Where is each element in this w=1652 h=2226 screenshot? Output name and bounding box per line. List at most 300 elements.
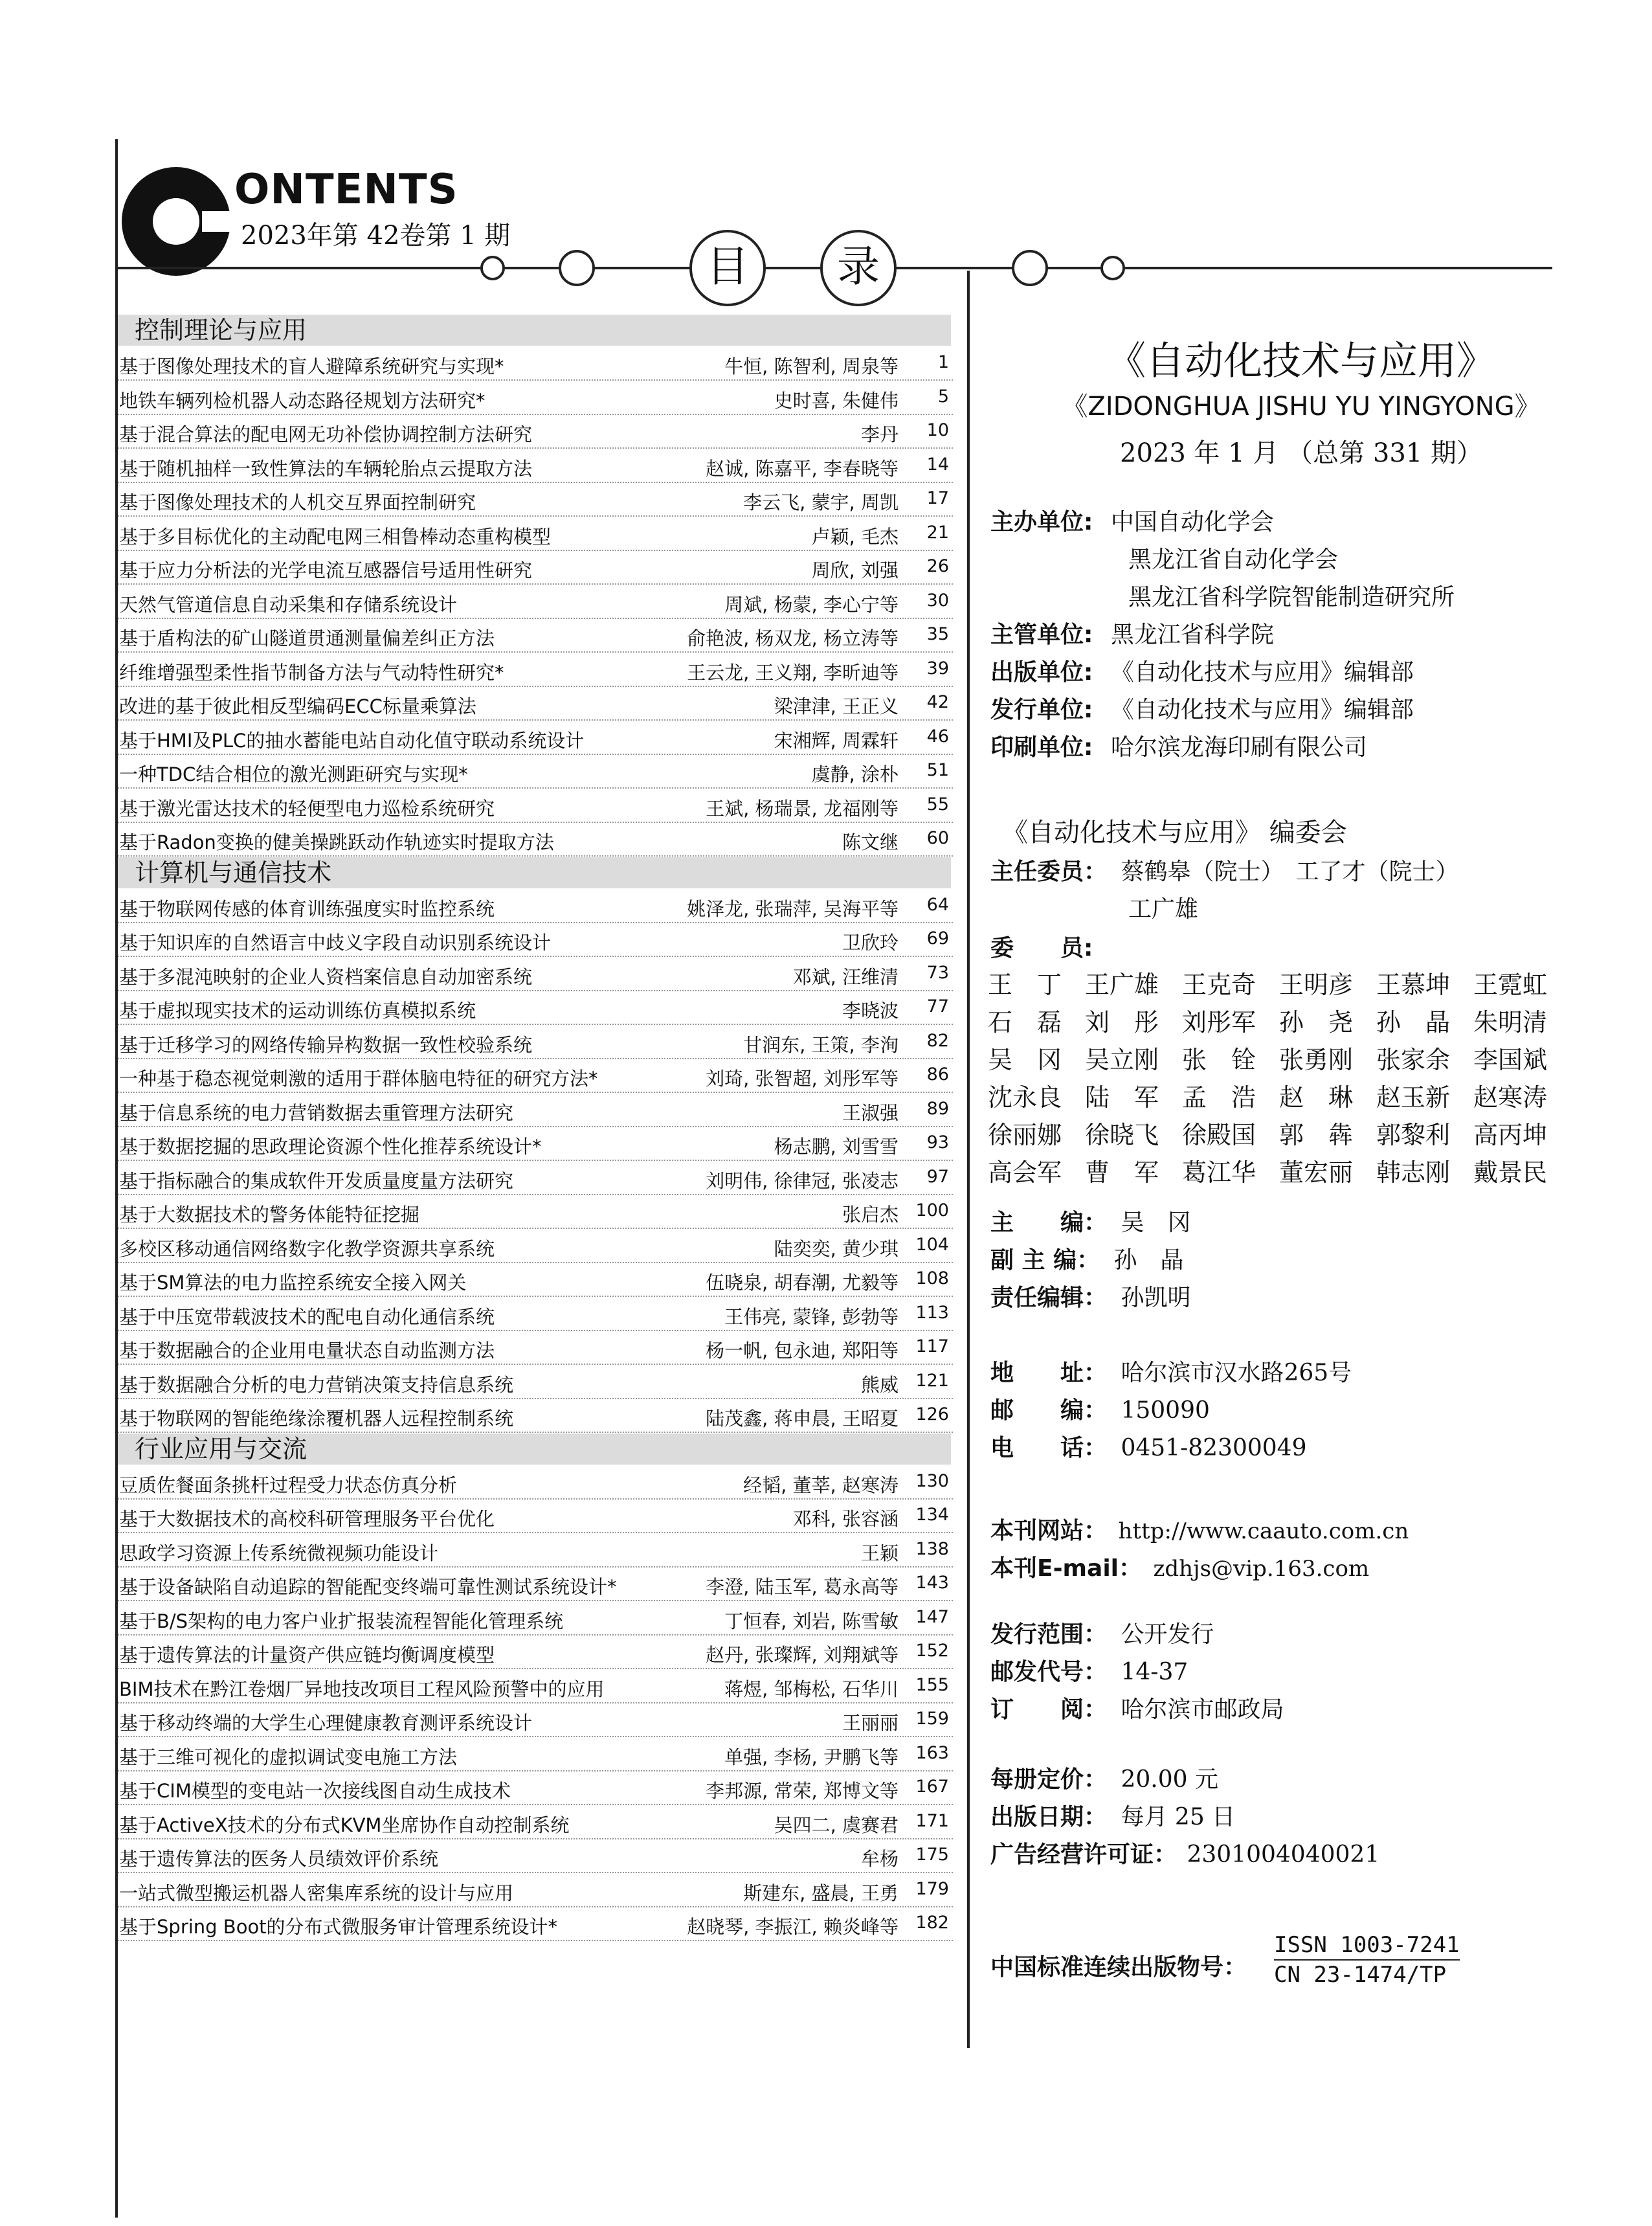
contents-logo-c-inner xyxy=(153,198,199,245)
distribution-scope xyxy=(990,1616,1214,1649)
article-page: 138 xyxy=(915,1538,949,1559)
row-separator xyxy=(118,1940,953,1941)
editor-label: 主 编： xyxy=(990,1209,1108,1236)
article-title: 基于多目标优化的主动配电网三相鲁棒动态重构模型 xyxy=(119,525,552,548)
article-title: 基于ActiveX技术的分布式KVM坐席协作自动控制系统 xyxy=(119,1814,570,1836)
publisher-value: 《自动化技术与应用》编辑部 xyxy=(1110,697,1414,723)
members-label: 委 员: xyxy=(990,935,1093,961)
article-authors: 赵丹, 张璨辉, 刘翔斌等 xyxy=(706,1644,899,1666)
article-title: 天然气管道信息自动采集和存储系统设计 xyxy=(119,593,458,616)
toc-entry[interactable] xyxy=(118,1127,953,1161)
committee-member: 韩志刚 xyxy=(1376,1158,1451,1187)
distribution-value: 公开发行 xyxy=(1121,1621,1214,1648)
publisher-sponsor xyxy=(990,504,1274,537)
article-title: 基于物联网的智能绝缘涂覆机器人远程控制系统 xyxy=(119,1408,514,1430)
toc-entry[interactable] xyxy=(118,1738,953,1771)
article-authors: 赵晓琴, 李振江, 赖炎峰等 xyxy=(687,1916,899,1938)
publisher-value: 黑龙江省科学院 xyxy=(1110,622,1274,648)
article-page: 46 xyxy=(926,726,949,747)
toc-entry[interactable] xyxy=(118,619,953,653)
article-title: 基于B/S架构的电力客户业扩报装流程智能化管理系统 xyxy=(119,1610,564,1632)
ornament-circle xyxy=(1012,250,1048,286)
section-title: 控制理论与应用 xyxy=(135,316,307,344)
toc-entry[interactable] xyxy=(118,958,953,991)
committee-member: 徐晓飞 xyxy=(1085,1121,1159,1149)
publisher-label: 主管单位: xyxy=(990,622,1093,648)
article-authors: 斯建东, 盛晨, 王勇 xyxy=(743,1882,899,1904)
committee-member: 沈永良 xyxy=(988,1083,1062,1112)
toc-entry[interactable] xyxy=(118,1195,953,1229)
article-title: 一种基于稳态视觉刺激的适用于群体脑电特征的研究方法* xyxy=(119,1068,598,1090)
article-authors: 杨志鹏, 刘雪雪 xyxy=(774,1136,899,1158)
editor-label: 副 主 编： xyxy=(990,1247,1100,1274)
pricing-label: 每册定价： xyxy=(990,1766,1108,1793)
article-page: 117 xyxy=(915,1336,949,1356)
article-title: 基于指标融合的集成软件开发质量度量方法研究 xyxy=(119,1169,514,1192)
journal-title: 《自动化技术与应用》 xyxy=(1107,339,1495,384)
committee-member: 徐殿国 xyxy=(1182,1121,1256,1149)
publisher-value: 哈尔滨龙海印刷有限公司 xyxy=(1110,734,1367,761)
journal-issue-date: 2023 年 1 月 （总第 331 期） xyxy=(1120,438,1482,468)
article-page: 77 xyxy=(926,996,949,1017)
toc-entry[interactable] xyxy=(118,1839,953,1873)
committee-directors xyxy=(990,853,1458,886)
issue-line: 2023年第 42卷第 1 期 xyxy=(241,221,511,251)
article-page: 134 xyxy=(915,1505,949,1525)
distribution-label: 发行范围： xyxy=(990,1621,1108,1648)
toc-entry[interactable] xyxy=(118,517,953,551)
article-title: 基于知识库的自然语言中歧义字段自动识别系统设计 xyxy=(119,932,552,954)
article-authors: 牟杨 xyxy=(860,1848,899,1870)
publisher-distributor xyxy=(990,691,1414,725)
toc-entry[interactable] xyxy=(118,1874,953,1907)
toc-entry[interactable] xyxy=(118,347,953,381)
toc-entry[interactable] xyxy=(118,721,953,755)
contents-logo-c-gap xyxy=(202,211,234,232)
article-authors: 姚泽龙, 张瑞萍, 吴海平等 xyxy=(687,897,899,920)
ornament-circle xyxy=(480,256,505,280)
article-title: 基于迁移学习的网络传输异构数据一致性校验系统 xyxy=(119,1033,533,1056)
article-title: 基于CIM模型的变电站一次接线图自动生成技术 xyxy=(119,1780,511,1802)
directors-names: 蔡鹤皋（院士） 工了才（院士） xyxy=(1121,859,1459,885)
toc-entry[interactable] xyxy=(118,1500,953,1533)
article-authors: 陆茂鑫, 蒋申晨, 王昭夏 xyxy=(706,1408,899,1430)
pricing-value: 20.00 元 xyxy=(1121,1766,1218,1793)
article-page: 175 xyxy=(915,1845,949,1865)
directors-label: 主任委员： xyxy=(990,859,1108,885)
article-title: 基于大数据技术的警务体能特征挖掘 xyxy=(119,1204,420,1226)
article-authors: 单强, 李杨, 尹鹏飞等 xyxy=(724,1746,899,1768)
contents-heading: ONTENTS xyxy=(234,166,458,214)
committee-member: 张家余 xyxy=(1376,1046,1451,1074)
toc-entry[interactable] xyxy=(118,1703,953,1737)
article-title: 一站式微型搬运机器人密集库系统的设计与应用 xyxy=(119,1882,514,1904)
contact-value: 150090 xyxy=(1121,1397,1210,1424)
serial-label-text: 中国标准连续出版物号： xyxy=(990,1954,1247,1981)
article-authors: 李云飞, 蒙宇, 周凯 xyxy=(743,491,899,513)
committee-directors-2 xyxy=(1128,891,1198,924)
article-authors: 卢颖, 毛杰 xyxy=(811,525,899,548)
distribution-label: 邮发代号： xyxy=(990,1659,1108,1685)
toc-entry[interactable] xyxy=(118,1907,953,1941)
web-site xyxy=(990,1512,1409,1546)
serial-label xyxy=(990,1949,1247,1982)
web-url[interactable]: http://www.caauto.com.cn xyxy=(1118,1518,1409,1544)
committee-member: 刘 彤 xyxy=(1085,1008,1159,1037)
article-title: 基于盾构法的矿山隧道贯通测量偏差纠正方法 xyxy=(119,627,495,649)
toc-entry[interactable] xyxy=(118,1059,953,1093)
article-page: 108 xyxy=(915,1268,949,1288)
article-title: 纤维增强型柔性指节制备方法与气动特性研究* xyxy=(119,661,504,684)
article-page: 69 xyxy=(926,928,949,949)
article-authors: 甘润东, 王策, 李洵 xyxy=(743,1033,899,1056)
mu-circle-char: 目 xyxy=(689,230,766,306)
section-title: 计算机与通信技术 xyxy=(135,858,332,887)
article-page: 130 xyxy=(915,1470,949,1491)
article-title: 基于SM算法的电力监控系统安全接入网关 xyxy=(119,1272,467,1294)
toc-entry[interactable] xyxy=(118,381,953,415)
publisher-publisher xyxy=(990,654,1414,687)
toc-entry[interactable] xyxy=(118,991,953,1025)
article-authors: 邓科, 张容涵 xyxy=(792,1508,899,1530)
publisher-label: 印刷单位: xyxy=(990,734,1093,761)
article-title: 基于应力分析法的光学电流互感器信号适用性研究 xyxy=(119,559,533,581)
committee-member: 赵玉新 xyxy=(1376,1083,1451,1112)
article-title: 基于数据挖掘的思政理论资源个性化推荐系统设计* xyxy=(119,1136,542,1158)
article-authors: 赵诚, 陈嘉平, 李春晓等 xyxy=(706,457,899,480)
article-title: 基于Spring Boot的分布式微服务审计管理系统设计* xyxy=(119,1916,558,1938)
distribution-value: 14-37 xyxy=(1121,1659,1189,1685)
article-page: 104 xyxy=(915,1234,949,1255)
committee-member: 吴 冈 xyxy=(988,1046,1062,1074)
article-authors: 刘琦, 张智超, 刘彤军等 xyxy=(706,1068,899,1090)
article-title: 基于随机抽样一致性算法的车辆轮胎点云提取方法 xyxy=(119,457,533,480)
toc-entry[interactable] xyxy=(118,823,953,857)
committee-member: 高会军 xyxy=(988,1158,1062,1187)
article-page: 82 xyxy=(926,1030,949,1051)
article-page: 89 xyxy=(926,1098,949,1119)
article-title: 改进的基于彼此相反型编码ECC标量乘算法 xyxy=(119,695,476,717)
article-authors: 史时喜, 朱健伟 xyxy=(774,389,899,412)
publisher-value: 黑龙江省科学院智能制造研究所 xyxy=(1128,584,1455,611)
toc-entry[interactable] xyxy=(118,1230,953,1263)
article-page: 163 xyxy=(915,1742,949,1763)
ornament-circle xyxy=(559,250,595,286)
publisher-value: 黑龙江省自动化学会 xyxy=(1128,546,1339,573)
committee-member: 孟 浩 xyxy=(1182,1083,1256,1112)
article-authors: 张启杰 xyxy=(842,1204,899,1226)
article-authors: 宋湘辉, 周霖轩 xyxy=(774,729,899,752)
editor-label: 责任编辑： xyxy=(990,1285,1108,1311)
article-title: 基于数据融合的企业用电量状态自动监测方法 xyxy=(119,1340,495,1362)
toc-entry[interactable] xyxy=(118,1534,953,1568)
article-title: 基于设备缺陷自动追踪的智能配变终端可靠性测试系统设计* xyxy=(119,1576,617,1598)
article-page: 42 xyxy=(926,692,949,712)
toc-entry[interactable] xyxy=(118,653,953,687)
article-authors: 虞静, 涂朴 xyxy=(811,763,899,785)
committee-title: 《自动化技术与应用》 编委会 xyxy=(1002,818,1347,848)
publisher-value: 《自动化技术与应用》编辑部 xyxy=(1110,659,1414,686)
toc-entry[interactable] xyxy=(118,1602,953,1636)
web-label: 本刊E-mail： xyxy=(990,1555,1143,1582)
toc-entry[interactable] xyxy=(118,1771,953,1805)
article-title: 基于物联网传感的体育训练强度实时监控系统 xyxy=(119,897,495,920)
committee-member: 赵寒涛 xyxy=(1473,1083,1548,1112)
toc-entry[interactable] xyxy=(118,585,953,619)
toc-entry[interactable] xyxy=(118,415,953,449)
article-page: 64 xyxy=(926,894,949,915)
committee-member: 曹 军 xyxy=(1085,1158,1159,1187)
article-page: 5 xyxy=(937,386,949,407)
web-email xyxy=(990,1550,1369,1583)
pricing-label: 出版日期： xyxy=(990,1804,1108,1830)
ad-license xyxy=(990,1836,1379,1869)
pricing-label: 广告经营许可证： xyxy=(990,1841,1178,1868)
article-title: 基于三维可视化的虚拟调试变电施工方法 xyxy=(119,1746,458,1768)
distribution-value: 哈尔滨市邮政局 xyxy=(1121,1696,1284,1723)
article-title: 多校区移动通信网络数字化教学资源共享系统 xyxy=(119,1237,495,1260)
article-page: 167 xyxy=(915,1777,949,1797)
article-title: 基于移动终端的大学生心理健康教育测评系统设计 xyxy=(119,1712,533,1734)
article-page: 182 xyxy=(915,1913,949,1933)
article-page: 73 xyxy=(926,962,949,983)
article-title: BIM技术在黔江卷烟厂异地技改项目工程风险预警中的应用 xyxy=(119,1678,605,1700)
article-authors: 杨一帆, 包永迪, 郑阳等 xyxy=(706,1340,899,1362)
article-page: 155 xyxy=(915,1674,949,1695)
publisher-label: 出版单位: xyxy=(990,659,1093,686)
editor-value: 吴 冈 xyxy=(1121,1209,1191,1236)
issn-number: ISSN 1003-7241 xyxy=(1274,1932,1460,1961)
article-authors: 王云龙, 王义翔, 李昕迪等 xyxy=(687,661,899,684)
committee-member: 王广雄 xyxy=(1085,971,1159,999)
toc-entry[interactable] xyxy=(118,1399,953,1433)
committee-member: 李国斌 xyxy=(1473,1046,1548,1074)
article-authors: 李邦源, 常荣, 郑博文等 xyxy=(706,1780,899,1802)
article-title: 豆质佐餐面条挑杆过程受力状态仿真分析 xyxy=(119,1474,458,1496)
article-authors: 经韬, 董莘, 赵寒涛 xyxy=(743,1474,899,1496)
article-title: 基于HMI及PLC的抽水蓄能电站自动化值守联动系统设计 xyxy=(119,729,585,752)
toc-entry[interactable] xyxy=(118,687,953,721)
toc-entry[interactable] xyxy=(118,789,953,823)
article-page: 113 xyxy=(915,1302,949,1323)
editor-chief xyxy=(990,1204,1190,1237)
contact-address xyxy=(990,1355,1352,1388)
article-title: 基于激光雷达技术的轻便型电力巡检系统研究 xyxy=(119,797,495,820)
article-title: 基于数据融合分析的电力营销决策支持信息系统 xyxy=(119,1373,514,1396)
committee-member: 张勇刚 xyxy=(1279,1046,1354,1074)
article-title: 思政学习资源上传系统微视频功能设计 xyxy=(119,1542,439,1564)
article-title: 基于大数据技术的高校科研管理服务平台优化 xyxy=(119,1508,495,1530)
article-title: 基于图像处理技术的人机交互界面控制研究 xyxy=(119,491,476,513)
publisher-value: 中国自动化学会 xyxy=(1110,509,1274,535)
committee-member: 孙 晶 xyxy=(1376,1008,1451,1037)
article-authors: 刘明伟, 徐律冠, 张凌志 xyxy=(706,1169,899,1192)
toc-entry[interactable] xyxy=(118,449,953,483)
publisher-supervisor xyxy=(990,616,1274,649)
committee-member: 刘彤军 xyxy=(1182,1008,1256,1037)
article-authors: 周欣, 刘强 xyxy=(811,559,899,581)
article-page: 60 xyxy=(926,828,949,848)
toc-entry[interactable] xyxy=(118,1162,953,1195)
contact-postcode xyxy=(990,1392,1210,1425)
article-authors: 伍晓泉, 胡春潮, 尤毅等 xyxy=(706,1272,899,1294)
toc-entry[interactable] xyxy=(118,1568,953,1601)
article-page: 179 xyxy=(915,1878,949,1899)
article-authors: 牛恒, 陈智利, 周泉等 xyxy=(724,355,899,377)
section-title: 行业应用与交流 xyxy=(135,1434,307,1463)
editor-value: 孙凯明 xyxy=(1121,1285,1191,1311)
distribution-label: 订 阅： xyxy=(990,1696,1108,1723)
article-page: 1 xyxy=(937,352,949,372)
committee-member: 王 丁 xyxy=(988,971,1062,999)
article-authors: 卫欣玲 xyxy=(842,932,899,954)
article-title: 基于遗传算法的医务人员绩效评价系统 xyxy=(119,1848,439,1870)
column-divider xyxy=(967,271,970,2048)
article-page: 100 xyxy=(915,1200,949,1220)
article-title: 基于中压宽带载波技术的配电自动化通信系统 xyxy=(119,1305,495,1328)
toc-entry[interactable] xyxy=(118,1806,953,1839)
cn-number: CN 23-1474/TP xyxy=(1274,1962,1447,1988)
toc-entry[interactable] xyxy=(118,923,953,957)
article-title: 基于遗传算法的计量资产供应链均衡调度模型 xyxy=(119,1644,495,1666)
article-page: 26 xyxy=(926,556,949,576)
article-page: 147 xyxy=(915,1606,949,1627)
distribution-subscribe xyxy=(990,1691,1284,1724)
committee-member: 陆 军 xyxy=(1085,1083,1159,1112)
lu-circle-char: 录 xyxy=(820,230,897,306)
directors-names: 工广雄 xyxy=(1128,896,1199,923)
article-page: 171 xyxy=(915,1810,949,1831)
article-authors: 周斌, 杨蒙, 李心宁等 xyxy=(724,593,899,616)
article-authors: 王丽丽 xyxy=(842,1712,899,1734)
publisher-label: 主办单位: xyxy=(990,509,1093,535)
distribution-code xyxy=(990,1654,1188,1687)
committee-members-label xyxy=(990,930,1093,963)
article-page: 14 xyxy=(926,454,949,475)
toc-entry[interactable] xyxy=(118,1026,953,1059)
article-authors: 丁恒春, 刘岩, 陈雪敏 xyxy=(724,1610,899,1632)
toc-entry[interactable] xyxy=(118,755,953,789)
article-authors: 王淑强 xyxy=(842,1101,899,1124)
article-page: 97 xyxy=(926,1166,949,1187)
article-title: 基于混合算法的配电网无功补偿协调控制方法研究 xyxy=(119,423,533,445)
article-page: 159 xyxy=(915,1709,949,1729)
committee-member: 高丙坤 xyxy=(1473,1121,1548,1149)
toc-entry[interactable] xyxy=(118,1670,953,1703)
article-title: 基于信息系统的电力营销数据去重管理方法研究 xyxy=(119,1101,514,1124)
email-address[interactable]: zdhjs@vip.163.com xyxy=(1153,1556,1370,1582)
article-title: 基于图像处理技术的盲人避障系统研究与实现* xyxy=(119,355,504,377)
toc-entry[interactable] xyxy=(118,1366,953,1399)
publisher-sponsor-2 xyxy=(1128,541,1338,574)
article-authors: 陆奕奕, 黄少琪 xyxy=(774,1237,899,1260)
article-authors: 李澄, 陆玉军, 葛永高等 xyxy=(706,1576,899,1598)
journal-pinyin-title: 《ZIDONGHUA JISHU YU YINGYONG》 xyxy=(1062,392,1541,422)
committee-member: 王克奇 xyxy=(1182,971,1256,999)
article-title: 基于多混沌映射的企业人资档案信息自动加密系统 xyxy=(119,965,533,988)
article-page: 17 xyxy=(926,488,949,508)
article-authors: 吴四二, 虞赛君 xyxy=(774,1814,899,1836)
contact-label: 电 话： xyxy=(990,1435,1108,1461)
committee-member: 王明彦 xyxy=(1279,971,1354,999)
committee-member: 郭 犇 xyxy=(1279,1121,1354,1149)
contact-label: 邮 编： xyxy=(990,1397,1108,1424)
article-title: 一种TDC结合相位的激光测距研究与实现* xyxy=(119,763,468,785)
article-authors: 李晓波 xyxy=(842,1000,899,1022)
editor-deputy xyxy=(990,1242,1184,1275)
committee-member: 葛江华 xyxy=(1182,1158,1256,1187)
article-page: 35 xyxy=(926,624,949,644)
pricing-value: 每月 25 日 xyxy=(1121,1804,1236,1830)
ornament-circle xyxy=(1100,256,1125,280)
committee-member: 董宏丽 xyxy=(1279,1158,1354,1187)
toc-entry[interactable] xyxy=(118,890,953,923)
article-page: 86 xyxy=(926,1064,949,1085)
committee-member: 孙 尧 xyxy=(1279,1008,1354,1037)
committee-member: 石 磊 xyxy=(988,1008,1062,1037)
price xyxy=(990,1761,1218,1794)
toc-entry[interactable] xyxy=(118,1466,953,1500)
article-page: 93 xyxy=(926,1132,949,1152)
article-authors: 王颖 xyxy=(860,1542,899,1564)
article-page: 30 xyxy=(926,590,949,611)
committee-member: 张 铨 xyxy=(1182,1046,1256,1074)
toc-entry[interactable] xyxy=(118,1298,953,1331)
contact-label: 地 址： xyxy=(990,1360,1108,1386)
toc-entry[interactable] xyxy=(118,1263,953,1297)
publisher-sponsor-3 xyxy=(1128,579,1455,612)
article-authors: 梁津津, 王正义 xyxy=(774,695,899,717)
article-page: 152 xyxy=(915,1641,949,1661)
article-page: 10 xyxy=(926,420,949,440)
committee-member: 戴景民 xyxy=(1473,1158,1548,1187)
article-title: 基于Radon变换的健美操跳跃动作轨迹实时提取方法 xyxy=(119,831,554,853)
article-authors: 王斌, 杨瑞景, 龙福刚等 xyxy=(706,797,899,820)
publish-date xyxy=(990,1799,1235,1832)
article-authors: 邓斌, 汪维清 xyxy=(792,965,899,988)
article-authors: 王伟亮, 蒙锋, 彭勃等 xyxy=(724,1305,899,1328)
committee-member: 朱明清 xyxy=(1473,1008,1548,1037)
contact-phone xyxy=(990,1430,1306,1463)
article-page: 55 xyxy=(926,794,949,815)
editor-value: 孙 晶 xyxy=(1113,1247,1184,1274)
article-page: 121 xyxy=(915,1370,949,1391)
article-authors: 熊威 xyxy=(860,1373,899,1396)
toc-entry[interactable] xyxy=(118,483,953,517)
committee-member: 王慕坤 xyxy=(1376,971,1451,999)
committee-member: 郭黎利 xyxy=(1376,1121,1451,1149)
article-title: 地铁车辆列检机器人动态路径规划方法研究* xyxy=(119,389,486,412)
article-authors: 蒋煜, 邹梅松, 石华川 xyxy=(724,1678,899,1700)
toc-entry[interactable] xyxy=(118,1094,953,1127)
toc-entry[interactable] xyxy=(118,1331,953,1365)
article-authors: 俞艳波, 杨双龙, 杨立涛等 xyxy=(687,627,899,649)
contact-value: 哈尔滨市汉水路265号 xyxy=(1121,1360,1352,1386)
toc-entry[interactable] xyxy=(118,1636,953,1669)
editor-responsible xyxy=(990,1279,1190,1312)
publisher-label: 发行单位: xyxy=(990,697,1093,723)
article-page: 143 xyxy=(915,1573,949,1593)
article-authors: 李丹 xyxy=(860,423,899,445)
committee-member: 吴立刚 xyxy=(1085,1046,1159,1074)
article-page: 21 xyxy=(926,522,949,543)
pricing-value: 2301004040021 xyxy=(1187,1841,1380,1868)
toc-entry[interactable] xyxy=(118,551,953,585)
contact-value: 0451-82300049 xyxy=(1121,1435,1307,1461)
article-title: 基于虚拟现实技术的运动训练仿真模拟系统 xyxy=(119,1000,476,1022)
article-authors: 陈文继 xyxy=(842,831,899,853)
committee-member: 王霓虹 xyxy=(1473,971,1548,999)
